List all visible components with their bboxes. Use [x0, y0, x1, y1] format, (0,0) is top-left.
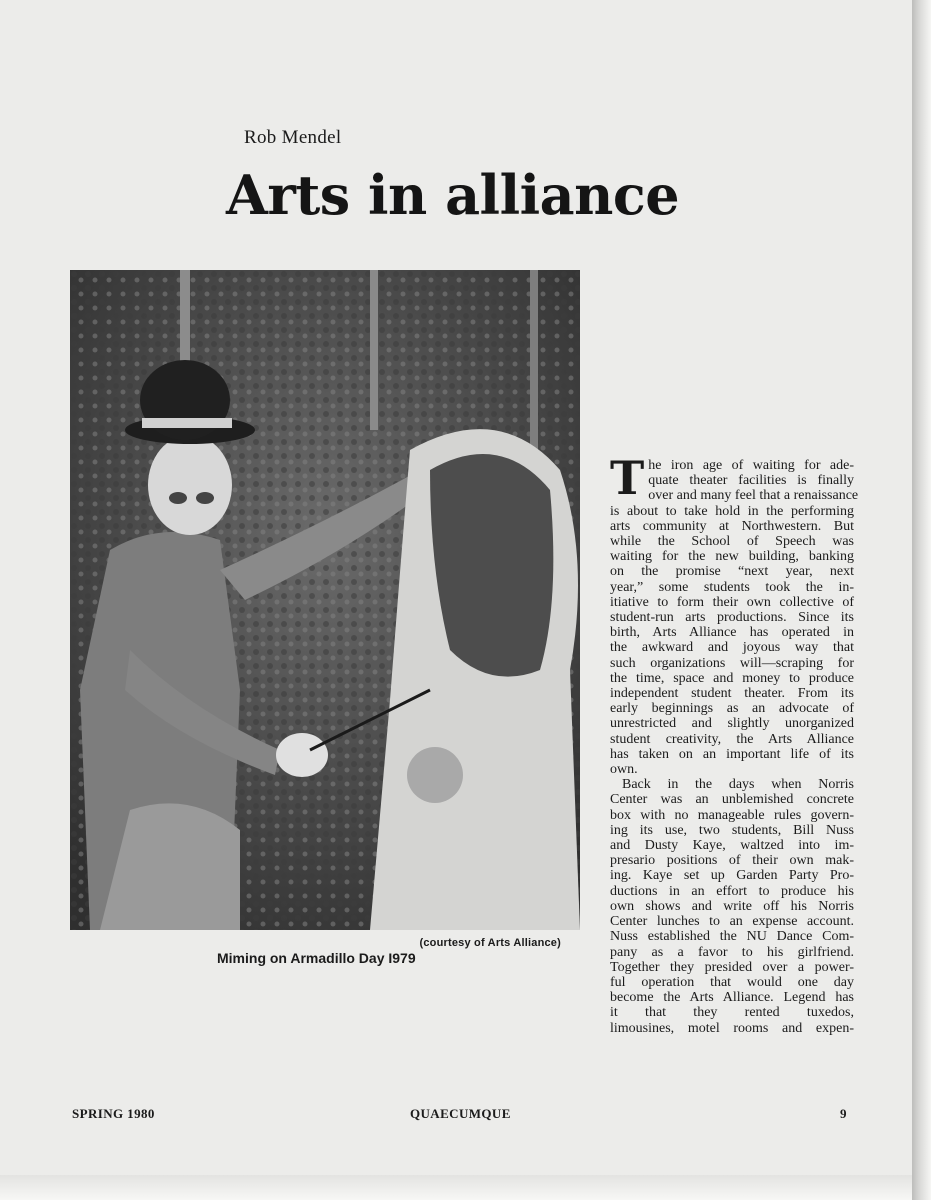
scan-edge-right — [912, 0, 931, 1200]
body-line: student-run arts productions. Since its — [610, 610, 854, 626]
body-line: presario positions of their own mak- — [610, 853, 854, 869]
body-line: ing. Kaye set up Garden Party Pro- — [610, 868, 854, 884]
body-line: birth, Arts Alliance has operated in — [610, 625, 854, 641]
body-line: year,” some students took the in- — [610, 579, 854, 595]
body-line: arts community at Northwestern. But — [610, 518, 854, 534]
body-line: the time, space and money to produce — [610, 670, 854, 686]
body-line: waiting for the new building, banking — [610, 549, 854, 565]
photo-caption: Miming on Armadillo Day I979 — [217, 950, 416, 966]
body-line: is about to take hold in the performing — [610, 503, 854, 519]
body-line: own. — [610, 762, 638, 778]
body-line: independent student theater. From its — [610, 686, 854, 702]
body-line: Center lunches to an expense account. — [610, 914, 854, 930]
body-line: while the School of Speech was — [610, 534, 854, 550]
mime-photo-illustration — [70, 270, 580, 930]
author-byline: Rob Mendel — [244, 127, 342, 148]
body-line: on the promise “next year, next — [610, 564, 854, 580]
body-line: quate theater facilities is finally — [648, 473, 854, 489]
body-line: the awkward and joyous way that — [610, 640, 854, 656]
article-body — [610, 451, 859, 1036]
footer-publication: QUAECUMQUE — [410, 1106, 511, 1121]
article-headline: Arts in alliance — [226, 163, 680, 227]
body-line: such organizations will—scraping for — [610, 655, 854, 671]
body-line: Center was an unblemished concrete — [610, 792, 854, 808]
body-line: he iron age of waiting for ade- — [648, 458, 854, 473]
page-number: 9 — [840, 1106, 847, 1121]
body-line: own shows and write off his Norris — [610, 898, 854, 914]
photo-credit: (courtesy of Arts Alliance) — [419, 937, 561, 949]
paragraph-1 — [610, 451, 859, 778]
drop-cap: T — [610, 451, 645, 505]
body-line: student creativity, the Arts Alliance — [610, 731, 854, 747]
body-line: over and many feel that a renaissance — [648, 488, 859, 504]
scan-edge-bottom — [0, 1175, 912, 1200]
body-line: Nuss established the NU Dance Com- — [610, 929, 854, 945]
body-line: itiative to form their own collective of — [610, 594, 854, 610]
body-line: box with no manageable rules govern- — [610, 807, 854, 823]
body-line: pany as a favor to his girlfriend. — [610, 944, 854, 960]
footer-issue: SPRING 1980 — [72, 1106, 155, 1121]
body-line: and Dusty Kaye, waltzed into im- — [610, 838, 854, 854]
body-line: Back in the days when Norris — [622, 777, 854, 793]
body-line: Together they presided over a power- — [610, 959, 854, 975]
body-line: it that they rented tuxedos, — [610, 1005, 854, 1021]
body-line: become the Arts Alliance. Legend has — [610, 990, 854, 1006]
body-line: limousines, motel rooms and expen- — [610, 1020, 854, 1036]
body-line: has taken on an important life of its — [610, 746, 854, 762]
paragraph-2 — [610, 777, 854, 1035]
body-line: unrestricted and slightly unorganized — [610, 716, 854, 732]
body-line: ful operation that would one day — [610, 974, 854, 990]
body-line: ing its use, two students, Bill Nuss — [610, 822, 854, 838]
body-line: early beginnings as an advocate of — [610, 701, 854, 717]
article-photo — [70, 270, 580, 930]
body-line: ductions in an effort to produce his — [610, 883, 854, 899]
